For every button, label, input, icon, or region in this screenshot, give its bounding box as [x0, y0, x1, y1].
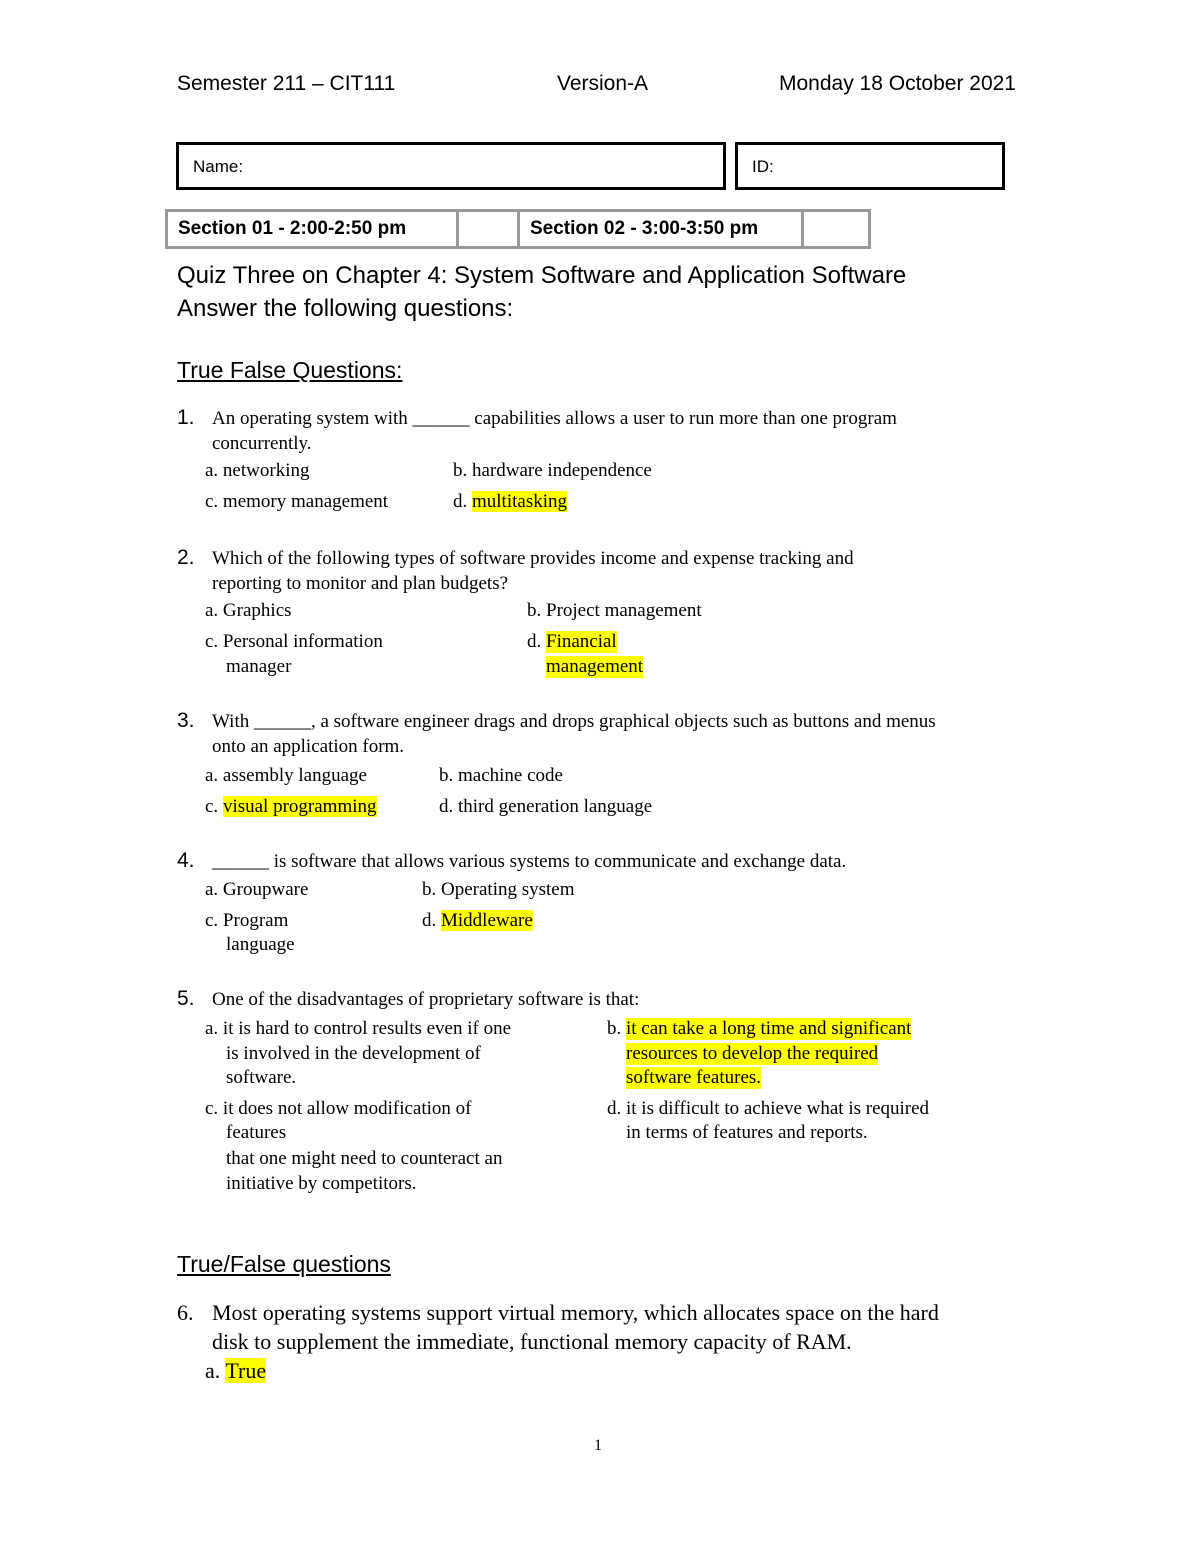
question-number: 4. — [177, 849, 195, 872]
option-a: a. it is hard to control results even if one — [205, 1018, 512, 1039]
option-c: c. memory management — [205, 491, 389, 512]
question-text: onto an application form. — [212, 736, 405, 757]
option-a: a. assembly language — [205, 765, 367, 786]
correct-answer-highlight: multitasking — [472, 491, 567, 512]
question-text: disk to supplement the immediate, functional memory capacity of RAM. — [212, 1329, 852, 1354]
correct-answer-highlight: resources to develop the required — [626, 1043, 879, 1064]
option-a-cont: software. — [226, 1067, 297, 1088]
question-number: 1. — [177, 406, 195, 429]
option-d — [422, 910, 533, 932]
version-label: Version-A — [557, 72, 649, 95]
correct-answer-highlight: visual programming — [222, 796, 377, 817]
section-heading-true-false-2: True/False questions — [177, 1251, 391, 1277]
question-text: concurrently. — [212, 433, 312, 454]
option-c-cont: features — [226, 1122, 287, 1143]
correct-answer-highlight: Middleware — [441, 910, 533, 931]
quiz-instructions: Answer the following questions: — [177, 295, 514, 322]
option-c-cont: initiative by competitors. — [226, 1173, 417, 1194]
correct-answer-highlight: True — [225, 1358, 267, 1383]
question-number: 5. — [177, 987, 195, 1010]
option-c: c. Personal information — [205, 631, 383, 652]
question-text: An operating system with ______ capabilities allows a user to run more than one program — [212, 408, 897, 429]
section-01-label: Section 01 - 2:00-2:50 pm — [168, 212, 459, 246]
question-number: 2. — [177, 546, 195, 569]
option-a — [205, 1358, 266, 1384]
option-c — [205, 796, 377, 818]
course-code: Semester 211 – CIT111 — [177, 72, 396, 95]
option-letter: d. — [422, 910, 437, 931]
section-heading-true-false: True False Questions: — [177, 357, 403, 383]
question-text: Most operating systems support virtual memory, which allocates space on the hard — [212, 1300, 939, 1325]
section-table — [165, 209, 871, 249]
option-b: b. Project management — [527, 600, 702, 621]
option-a: a. Graphics — [205, 600, 292, 621]
option-c: c. Program — [205, 910, 289, 931]
page-number: 1 — [594, 1437, 602, 1454]
exam-date: Monday 18 October 2021 — [779, 72, 1016, 95]
name-label: Name: — [193, 157, 244, 176]
name-field[interactable] — [176, 142, 726, 190]
section-01-checkbox[interactable] — [459, 212, 520, 246]
question-text: Which of the following types of software provides income and expense tracking and — [212, 548, 854, 569]
option-d — [453, 491, 567, 513]
correct-answer-highlight: software features. — [626, 1067, 762, 1088]
option-c: c. it does not allow modification of — [205, 1098, 472, 1119]
option-c-cont: language — [226, 934, 295, 955]
option-a: a. networking — [205, 460, 310, 481]
section-02-label: Section 02 - 3:00-3:50 pm — [520, 212, 804, 246]
question-text: With ______, a software engineer drags and drops graphical objects such as buttons and menus — [212, 711, 936, 732]
question-number: 6. — [177, 1300, 194, 1325]
id-label: ID: — [752, 157, 774, 176]
option-c-cont: manager — [226, 656, 292, 677]
question-text: reporting to monitor and plan budgets? — [212, 573, 509, 594]
question-text: One of the disadvantages of proprietary software is that: — [212, 989, 640, 1010]
correct-answer-highlight: it can take a long time and significant — [626, 1018, 912, 1039]
correct-answer-highlight: Financial — [546, 631, 617, 652]
option-d: d. it is difficult to achieve what is required — [607, 1098, 930, 1119]
option-a-cont: is involved in the development of — [226, 1043, 481, 1064]
option-letter: a. — [205, 1358, 221, 1383]
id-field[interactable] — [735, 142, 1005, 190]
section-02-checkbox[interactable] — [804, 212, 868, 246]
quiz-title: Quiz Three on Chapter 4: System Software and Application Software — [177, 262, 907, 289]
option-c-cont: that one might need to counteract an — [226, 1148, 503, 1169]
option-a: a. Groupware — [205, 879, 309, 900]
option-letter: b. — [607, 1018, 622, 1039]
option-b: b. Operating system — [422, 879, 575, 900]
option-letter: d. — [453, 491, 468, 512]
option-d-cont: in terms of features and reports. — [626, 1122, 868, 1143]
question-number: 3. — [177, 709, 195, 732]
option-letter: c. — [205, 796, 219, 817]
option-b: b. hardware independence — [453, 460, 652, 481]
correct-answer-highlight: management — [546, 656, 644, 677]
option-b: b. machine code — [439, 765, 563, 786]
option-letter: d. — [527, 631, 542, 652]
question-text: ______ is software that allows various systems to communicate and exchange data. — [212, 851, 847, 872]
option-d: d. third generation language — [439, 796, 653, 817]
